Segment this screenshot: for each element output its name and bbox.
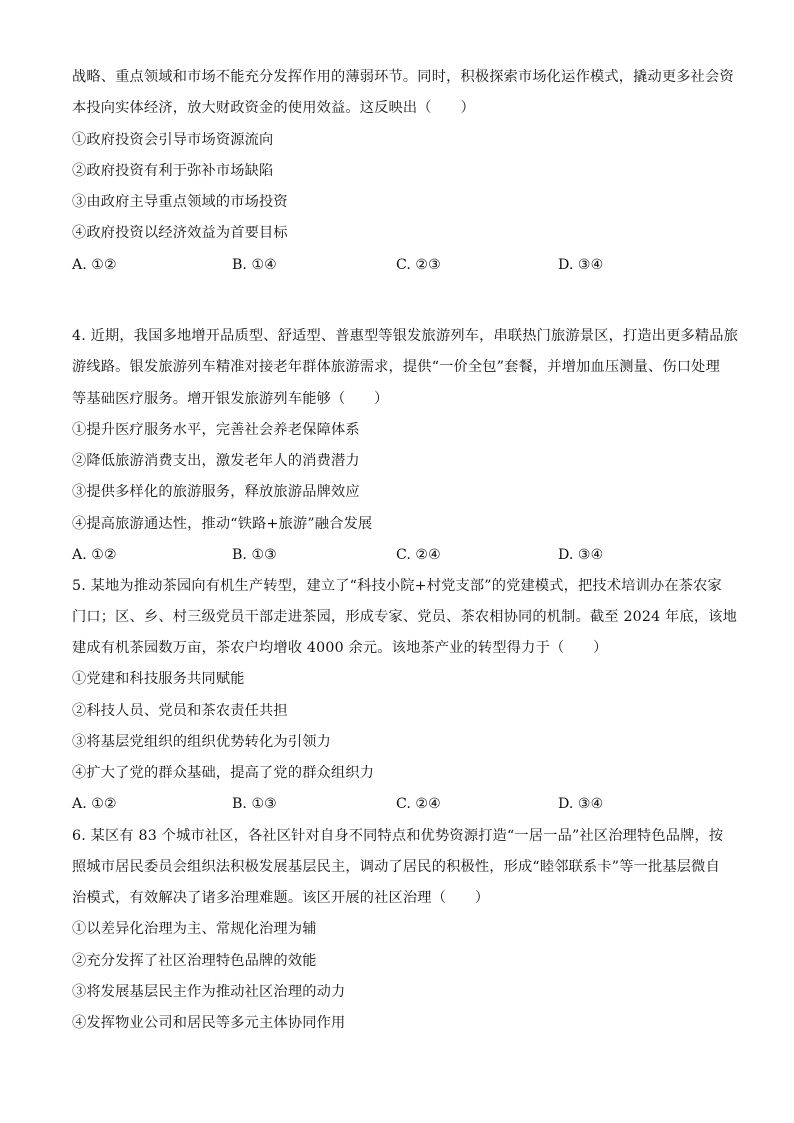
- q5-statement-2: ②科技人员、党员和茶农责任共担: [72, 703, 288, 719]
- q5-statement-4: ④扩大了党的群众基础，提高了党的群众组织力: [72, 765, 375, 781]
- q4-statement-3: ③提供多样化的旅游服务，释放旅游品牌效应: [72, 484, 360, 500]
- q5-stem-line-1: 5. 某地为推动茶园向有机生产转型，建立了“科技小院+村党支部”的党建模式，把技术培训办在茶农家: [72, 578, 722, 594]
- q6-statement-2: ②充分发挥了社区治理特色品牌的效能: [72, 953, 317, 969]
- q3-statement-4: ④政府投资以经济效益为首要目标: [72, 225, 288, 241]
- q5-stem-line-3: 建成有机茶园数万亩，茶农户均增收 4000 余元。该地茶产业的转型得力于（ ）: [72, 640, 608, 656]
- q4-option-c: C. ②④: [396, 547, 441, 563]
- q5-statement-1: ①党建和科技服务共同赋能: [72, 671, 245, 687]
- q6-statement-1: ①以差异化治理为主、常规化治理为辅: [72, 921, 317, 937]
- q3-option-b: B. ①④: [232, 257, 277, 273]
- q5-option-c: C. ②④: [396, 796, 441, 812]
- q4-option-b: B. ①③: [232, 547, 277, 563]
- q5-options: [72, 794, 732, 814]
- q4-stem-line-2: 游线路。银发旅游列车精准对接老年群体旅游需求，提供“一价全包”套餐，并增加血压测量、伤口处理: [72, 359, 720, 375]
- q3-statement-2: ②政府投资有利于弥补市场缺陷: [72, 163, 274, 179]
- q3-stem-line-2: 本投向实体经济，放大财政资金的使用效益。这反映出（ ）: [72, 100, 475, 116]
- q4-options: [72, 545, 732, 565]
- q4-stem-line-1: 4. 近期，我国多地增开品质型、舒适型、普惠型等银发旅游列车，串联热门旅游景区，打造出更多精品旅: [72, 328, 739, 344]
- q4-statement-1: ①提升医疗服务水平，完善社会养老保障体系: [72, 422, 360, 438]
- q3-option-c: C. ②③: [396, 257, 441, 273]
- q6-stem-line-1: 6. 某区有 83 个城市社区，各社区针对自身不同特点和优势资源打造“一居一品”社区治理特色品牌，按: [72, 828, 724, 844]
- q4-statement-4: ④提高旅游通达性，推动“铁路+旅游”融合发展: [72, 516, 373, 532]
- q3-statement-3: ③由政府主导重点领域的市场投资: [72, 194, 288, 210]
- q3-option-d: D. ③④: [558, 257, 604, 273]
- q4-option-a: A. ①②: [72, 547, 117, 563]
- q3-option-a: A. ①②: [72, 257, 117, 273]
- q3-options: [72, 255, 732, 275]
- q5-option-a: A. ①②: [72, 796, 117, 812]
- q5-stem-line-2: 门口；区、乡、村三级党员干部走进茶园，形成专家、党员、茶农相协同的机制。截至 2024 年底，该地: [72, 609, 737, 625]
- q6-stem-line-3: 治模式，有效解决了诸多治理难题。该区开展的社区治理（ ）: [72, 890, 490, 906]
- q6-statement-4: ④发挥物业公司和居民等多元主体协同作用: [72, 1015, 346, 1031]
- q3-stem-line-1: 战略、重点领域和市场不能充分发挥作用的薄弱环节。同时，积极探索市场化运作模式，撬动更多社会资: [72, 69, 734, 85]
- q5-option-d: D. ③④: [558, 796, 604, 812]
- q4-stem-line-3: 等基础医疗服务。增开银发旅游列车能够（ ）: [72, 391, 389, 407]
- q6-statement-3: ③将发展基层民主作为推动社区治理的动力: [72, 984, 346, 1000]
- q3-statement-1: ①政府投资会引导市场资源流向: [72, 132, 274, 148]
- q5-statement-3: ③将基层党组织的组织优势转化为引领力: [72, 734, 331, 750]
- q4-statement-2: ②降低旅游消费支出，激发老年人的消费潜力: [72, 453, 360, 469]
- q4-option-d: D. ③④: [558, 547, 604, 563]
- q5-option-b: B. ①③: [232, 796, 277, 812]
- q6-stem-line-2: 照城市居民委员会组织法积极发展基层民主，调动了居民的积极性，形成“睦邻联系卡”等一批基层微自: [72, 859, 720, 875]
